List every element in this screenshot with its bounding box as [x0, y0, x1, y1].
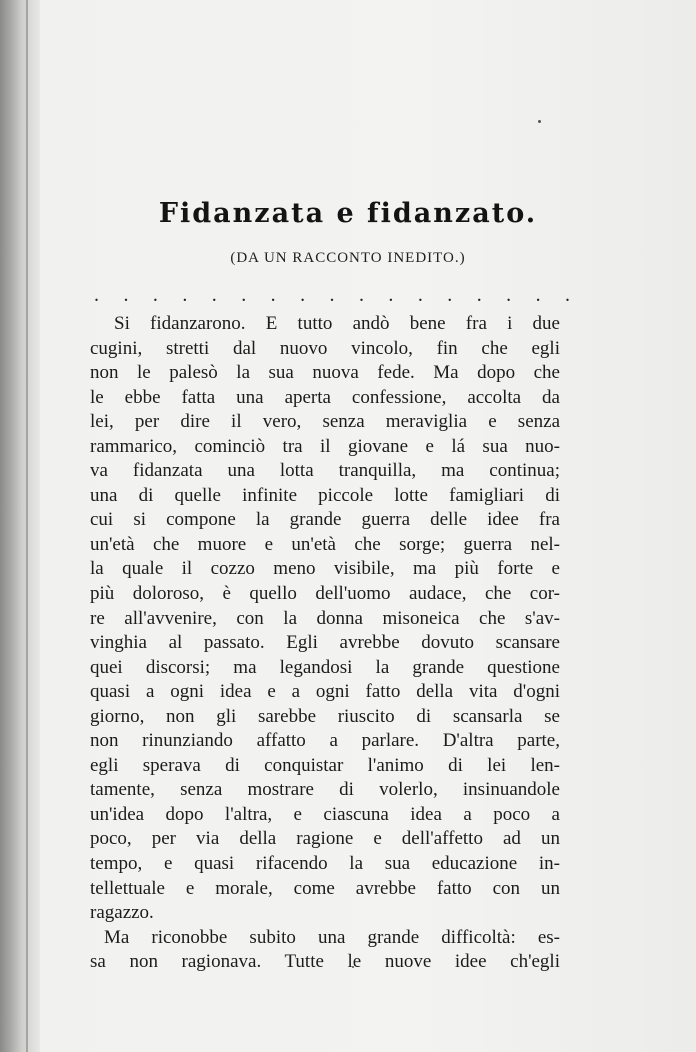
page-subtitle: (DA UN RACCONTO INEDITO.) [230, 250, 466, 266]
text-line: Si fidanzarono. E tutto andò bene fra i due [114, 313, 560, 334]
text-line: tempo, e quasi rifacendo la sua educazione in- [90, 853, 560, 875]
text-line: le ebbe fatta una aperta confessione, accolta da [90, 386, 560, 408]
ellipsis-dot: . [447, 284, 453, 306]
text-line: lei, per dire il vero, senza meraviglia e senza [90, 411, 560, 433]
text-line: poco, per via della ragione e dell'affetto ad un [90, 828, 560, 850]
ellipsis-dot: . [123, 284, 129, 306]
text-line: non rinunziando affatto a parlare. D'altra parte, [90, 730, 560, 752]
text-line: non le palesò la sua nuova fede. Ma dopo che [90, 362, 560, 384]
text-line: più doloroso, è quello dell'uomo audace, che cor- [90, 583, 560, 605]
ellipsis-dot: . [388, 284, 394, 306]
ellipsis-dot: . [565, 284, 570, 306]
text-line: tellettuale e morale, come avrebbe fatto con un [90, 877, 560, 899]
ellipsis-dots [94, 285, 570, 305]
ellipsis-dot: . [329, 284, 335, 306]
text-line: cugini, stretti dal nuovo vincolo, fin che egli [90, 337, 560, 359]
text-line: tamente, senza mostrare di volerlo, insinuandole [90, 779, 560, 801]
paper-speck [538, 120, 541, 123]
ellipsis-dot: . [270, 284, 276, 306]
text-line: egli sperava di conquistar l'animo di lei len- [90, 754, 560, 776]
ellipsis-dot: . [211, 284, 217, 306]
binding-edge [0, 0, 40, 1052]
text-line: un'età che muore e un'età che sorge; guerra nel- [90, 533, 560, 555]
text-line: la quale il cozzo meno visibile, ma più forte e [90, 558, 560, 580]
ellipsis-dot: . [506, 284, 512, 306]
ellipsis-dot: . [94, 284, 99, 306]
ellipsis-dot: . [417, 284, 423, 306]
text-line: quei discorsi; ma legandosi la grande questione [90, 656, 560, 678]
text-line: sa non ragionava. Tutte le nuove idee ch'egli [90, 951, 560, 973]
text-line: quasi a ogni idea e a ogni fatto della vita d'ogni [90, 681, 560, 703]
text-line: Ma riconobbe subito una grande difficoltà: es- [104, 926, 560, 948]
ellipsis-dot: . [182, 284, 188, 306]
ellipsis-dot: . [535, 284, 541, 306]
text-line: cui si compone la grande guerra delle idee fra [90, 509, 560, 531]
body-text [90, 312, 560, 975]
text-line: ragazzo. [90, 902, 154, 924]
text-line: rammarico, cominciò tra il giovane e lá sua nuo- [90, 435, 560, 457]
text-line: giorno, non gli sarebbe riuscito di scansarla se [90, 705, 560, 727]
ellipsis-dot: . [300, 284, 306, 306]
ellipsis-dot: . [152, 284, 158, 306]
text-line: va fidanzata una lotta tranquilla, ma continua; [90, 460, 560, 482]
page-title: Fidanzata e fidanzato. [158, 198, 538, 229]
text-line: re all'avvenire, con la donna misoneica che s'av- [90, 607, 560, 629]
ellipsis-dot: . [358, 284, 364, 306]
ellipsis-dot: . [476, 284, 482, 306]
binding-line [26, 0, 28, 1052]
text-line: una di quelle infinite piccole lotte famigliari di [90, 484, 560, 506]
text-line: un'idea dopo l'altra, e ciascuna idea a poco a [90, 803, 560, 825]
text-line: vinghia al passato. Egli avrebbe dovuto scansare [90, 632, 560, 654]
ellipsis-dot: . [241, 284, 247, 306]
